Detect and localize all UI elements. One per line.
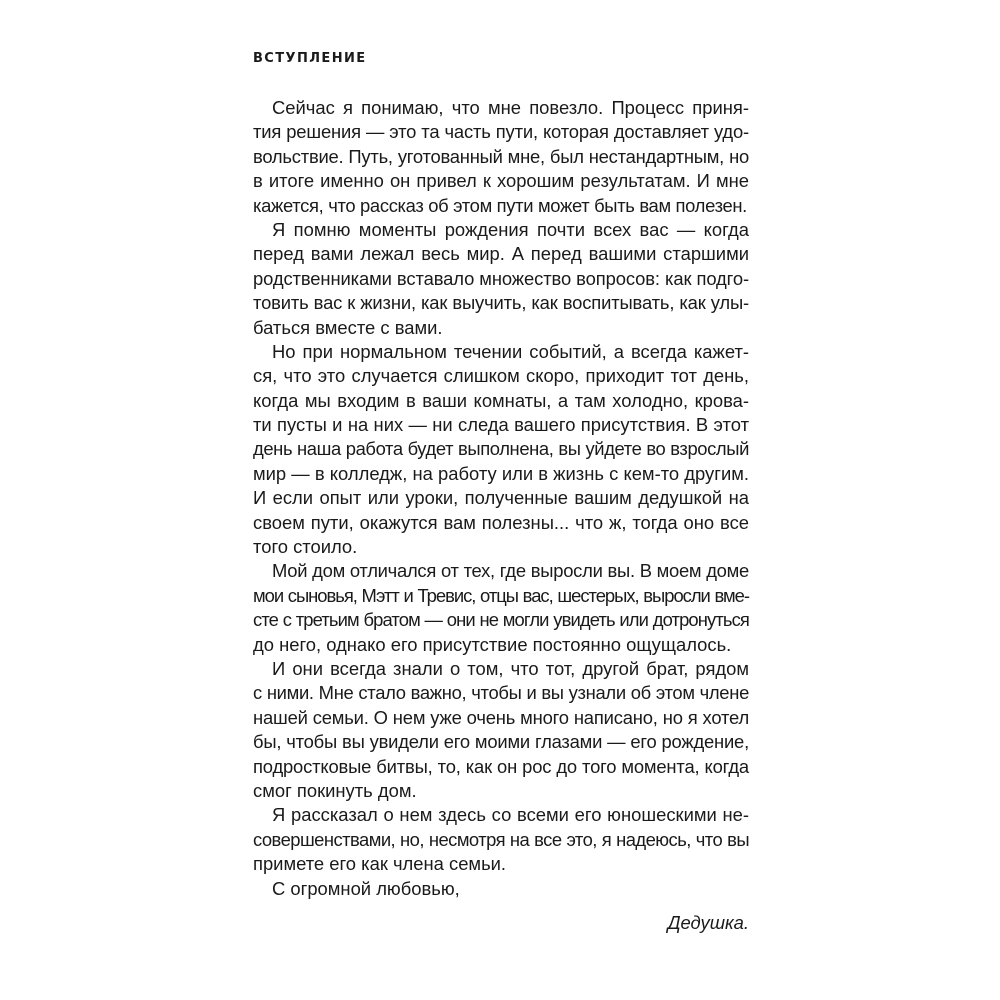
- text-line: сте с третьим братом — они не могли увидеть или дотронуться: [253, 609, 749, 631]
- text-line: родственниками вставало множество вопросов: как подго-: [253, 267, 749, 289]
- paragraph: [253, 559, 749, 657]
- text-line: С огромной любовью,: [272, 877, 460, 899]
- text-line: ти пусты и на них — ни следа вашего присутствия. В этот: [253, 414, 749, 436]
- text-line: перед вами лежал весь мир. А перед вашими старшими: [253, 243, 749, 265]
- text-line: мои сыновья, Мэтт и Тревис, отцы вас, шестерых, выросли вме-: [253, 584, 749, 606]
- text-line: смог покинуть дом.: [253, 779, 417, 801]
- text-line: Я помню моменты рождения почти всех вас — когда: [272, 218, 749, 240]
- text-line: вольствие. Путь, уготованный мне, был нестандартным, но: [253, 145, 749, 167]
- signature: Дедушка.: [667, 911, 749, 933]
- paragraph: [253, 96, 749, 218]
- text-line: товить вас к жизни, как выучить, как воспитывать, как улы-: [253, 292, 749, 314]
- text-line: в итоге именно он привел к хорошим результатам. И мне: [253, 170, 749, 192]
- text-line: И если опыт или уроки, полученные вашим дедушкой на: [253, 487, 749, 509]
- text-line: того стоило.: [253, 536, 358, 558]
- text-line: бы, чтобы вы увидели его моими глазами — его рождение,: [253, 731, 749, 753]
- text-line: баться вместе с вами.: [253, 316, 443, 338]
- text-line: нашей семьи. О нем уже очень много написано, но я хотел: [253, 706, 749, 728]
- text-line: ся, что это случается слишком скоро, приходит тот день,: [253, 365, 749, 387]
- text-line: день наша работа будет выполнена, вы уйдете во взрослый: [253, 438, 749, 460]
- text-line: до него, однако его присутствие постоянно ощущалось.: [253, 633, 732, 655]
- paragraph: [253, 218, 749, 340]
- text-line: совершенствами, но, несмотря на все это, я надеюсь, что вы: [253, 828, 749, 850]
- text-line: кажется, что рассказ об этом пути может быть вам полезен.: [253, 194, 747, 216]
- text-line: когда мы входим в ваши комнаты, а там холодно, крова-: [253, 389, 749, 411]
- text-line: Сейчас я понимаю, что мне повезло. Процесс приня-: [272, 97, 749, 118]
- paragraph: [253, 877, 749, 901]
- running-head: ВСТУПЛЕНИЕ: [253, 51, 367, 66]
- text-line: мир — в колледж, на работу или в жизнь с кем-то другим.: [253, 462, 749, 484]
- text-line: Но при нормальном течении событий, а всегда кажет-: [272, 340, 749, 362]
- paragraph: [253, 803, 749, 876]
- text-line: примете его как члена семьи.: [253, 853, 507, 875]
- text-line: с ними. Мне стало важно, чтобы и вы узнали об этом члене: [253, 682, 749, 704]
- text-line: тия решения — это та часть пути, которая доставляет удо-: [253, 121, 749, 143]
- text-line: своем пути, окажутся вам полезны... что ж, тогда оно все: [253, 511, 749, 533]
- text-line: И они всегда знали о том, что тот, другой брат, рядом: [272, 657, 749, 679]
- text-line: Мой дом отличался от тех, где выросли вы. В моем доме: [272, 560, 749, 582]
- text-line: Я рассказал о нем здесь со всеми его юношескими не-: [272, 804, 749, 826]
- paragraph: [253, 340, 749, 560]
- text-line: подростковые битвы, то, как он рос до того момента, когда: [253, 755, 749, 777]
- paragraph: [253, 657, 749, 803]
- body-text: [253, 96, 749, 935]
